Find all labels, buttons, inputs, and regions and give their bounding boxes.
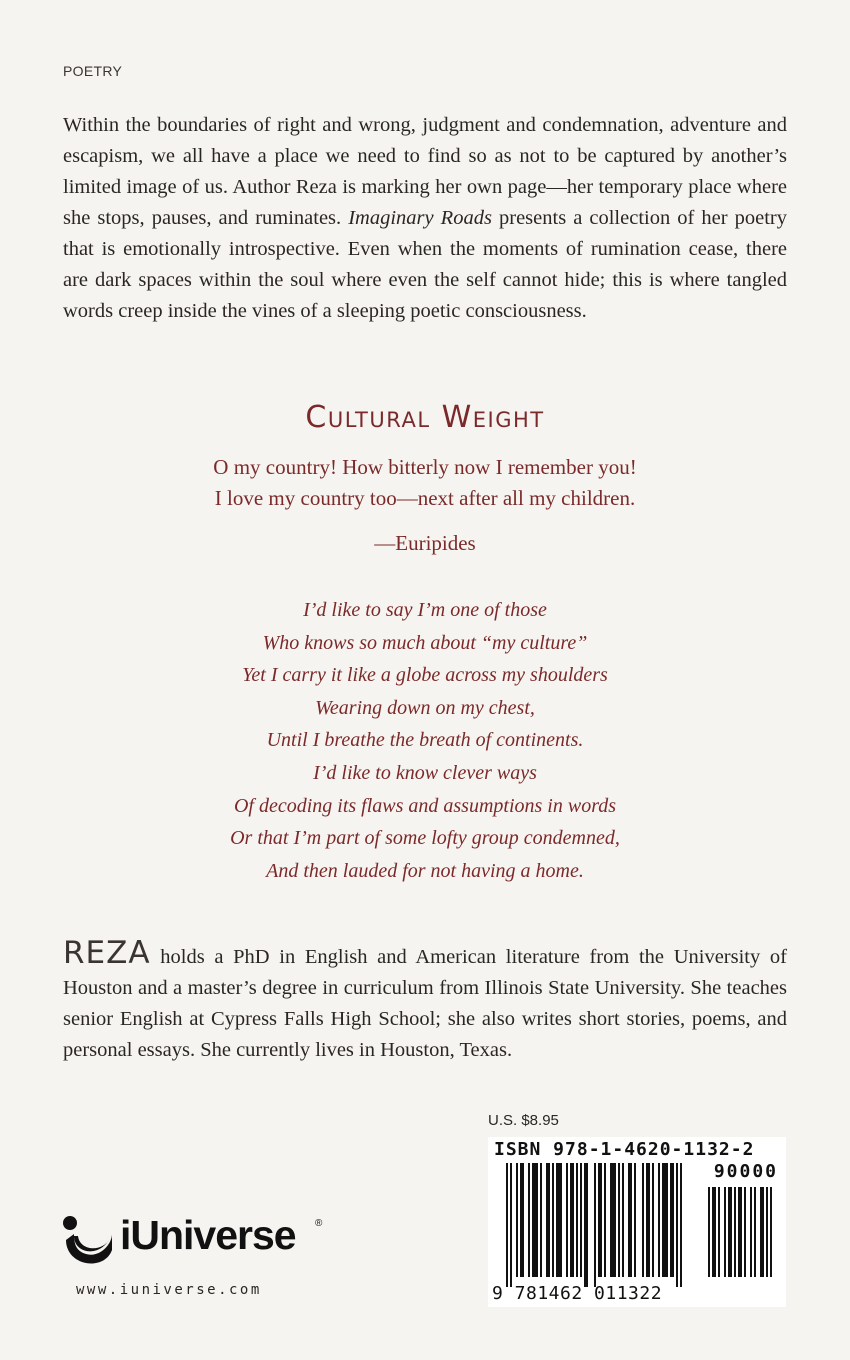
poem-line: Of decoding its flaws and assumptions in words — [233, 794, 617, 817]
poem-line: Yet I carry it like a globe across my shoulders — [242, 664, 608, 687]
barcode-bar — [506, 1163, 508, 1287]
registered-mark: ® — [315, 1218, 323, 1229]
barcode-bar — [610, 1163, 616, 1277]
barcode-bar — [646, 1163, 650, 1277]
book-title: Imaginary Roads — [348, 207, 492, 229]
barcode-bar — [712, 1187, 716, 1277]
barcode-bar — [622, 1163, 624, 1277]
poem-line: Who knows so much about “my culture” — [262, 631, 588, 654]
barcode-bar — [532, 1163, 538, 1277]
barcode-bar — [580, 1163, 582, 1277]
barcode-bar — [528, 1163, 530, 1277]
description-text-1: Within the boundaries of right and wrong, judgment and condemnation, adventure and escapism, we all have a place we need to find so as not to be captured by another’s limited image of us. Author Reza is marking her own page—her temporary place where she stops, pauses, and ruminates. — [63, 114, 787, 229]
barcode-bar — [652, 1163, 654, 1277]
barcode-bar — [540, 1163, 542, 1277]
barcode-bar — [642, 1163, 644, 1277]
poem-line: Or that I’m part of some lofty group condemned, — [230, 827, 620, 850]
barcode-bar — [744, 1187, 746, 1277]
barcode-bar — [738, 1187, 742, 1277]
book-description — [63, 110, 787, 327]
author-bio-text: holds a PhD in English and American literature from the University of Houston and a master’s degree in curriculum from Illinois State University. She teaches senior English at Cypress Falls High School; she also writes short stories, poems, and personal essays. She currently lives in Houston, Texas. — [63, 946, 787, 1061]
epigraph-line: O my country! How bitterly now I remember you! — [213, 455, 637, 479]
barcode-bar — [734, 1187, 736, 1277]
barcode-digits: 9 781462 011322 — [492, 1283, 663, 1304]
epigraph — [0, 452, 850, 559]
barcode-bar — [516, 1163, 518, 1277]
isbn-label: ISBN 978-1-4620-1132-2 — [494, 1139, 755, 1160]
barcode-bar — [634, 1163, 636, 1277]
barcode-bar — [628, 1163, 632, 1277]
barcode-price-code: 90000 — [713, 1161, 778, 1182]
poem-line: I’d like to say I’m one of those — [303, 599, 547, 621]
barcode-bar — [724, 1187, 726, 1277]
publisher-logo — [60, 1212, 340, 1282]
barcode-bar — [662, 1163, 668, 1277]
barcode-bar — [552, 1163, 554, 1277]
category-label: POETRY — [63, 63, 123, 79]
barcode-bar — [750, 1187, 752, 1277]
barcode-bar — [510, 1163, 512, 1287]
barcode-bar — [570, 1163, 574, 1277]
poem-line: Wearing down on my chest, — [315, 696, 535, 719]
author-name: REZA — [63, 935, 151, 971]
barcode-bar — [566, 1163, 568, 1277]
barcode-bar — [676, 1163, 678, 1287]
iuniverse-logo-icon — [60, 1214, 118, 1278]
barcode-bar — [546, 1163, 550, 1277]
barcode-bar — [594, 1163, 596, 1287]
barcode-bar — [670, 1163, 674, 1277]
publisher-website: www.iuniverse.com — [76, 1282, 262, 1298]
barcode-bar — [766, 1187, 768, 1277]
barcode-bar — [680, 1163, 682, 1287]
epigraph-line: I love my country too—next after all my children. — [214, 486, 636, 510]
barcode-bar — [760, 1187, 764, 1277]
isbn-barcode — [488, 1137, 786, 1307]
barcode-bar — [718, 1187, 720, 1277]
barcode-addon-bars — [708, 1187, 780, 1287]
barcode-bar — [576, 1163, 578, 1277]
poem-line: I’d like to know clever ways — [313, 761, 537, 784]
barcode-bar — [658, 1163, 660, 1277]
epigraph-attribution: —Euripides — [374, 531, 476, 555]
barcode-bar — [618, 1163, 620, 1277]
barcode-bar — [604, 1163, 606, 1277]
poem-title: Cultural Weight — [305, 400, 545, 435]
barcode-bar — [584, 1163, 588, 1287]
barcode-bar — [598, 1163, 602, 1277]
author-bio — [63, 935, 787, 1066]
description-text-2: presents a collection of her poetry that is emotionally introspective. Even when the moments of rumination cease, there are dark spaces within the soul where even the self cannot hide; this is where tangled words creep inside the vines of a sleeping poetic consciousness. — [63, 207, 787, 322]
price-label: U.S. $8.95 — [488, 1112, 559, 1129]
barcode-bar — [728, 1187, 732, 1277]
barcode-bar — [520, 1163, 524, 1277]
barcode-bars — [506, 1163, 702, 1287]
poem-line: And then lauded for not having a home. — [266, 859, 584, 882]
poem-body — [0, 594, 850, 887]
barcode-bar — [708, 1187, 710, 1277]
publisher-name: iUniverse — [120, 1212, 296, 1258]
barcode-bar — [556, 1163, 562, 1277]
barcode-bar — [754, 1187, 756, 1277]
barcode-bar — [770, 1187, 772, 1277]
poem-line: Until I breathe the breath of continents. — [266, 729, 584, 752]
